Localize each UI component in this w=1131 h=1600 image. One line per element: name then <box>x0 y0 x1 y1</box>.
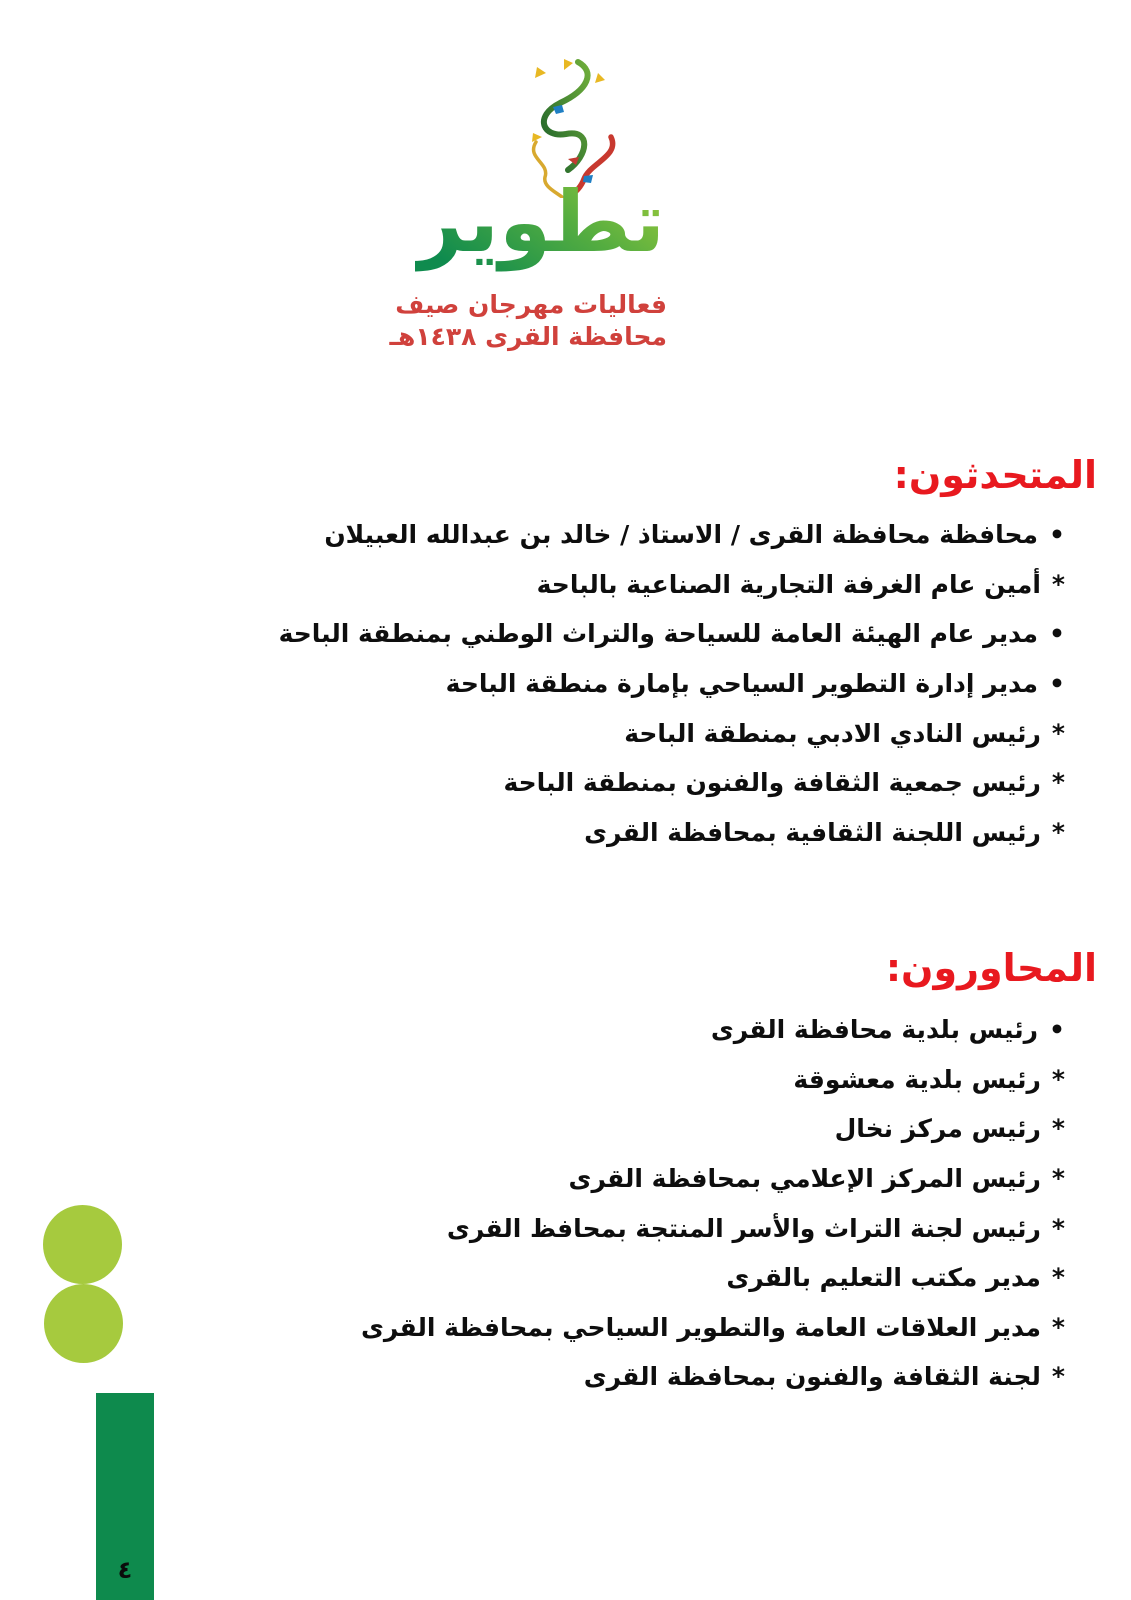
list-item-text: رئيس بلدية محافظة القرى <box>710 1015 1039 1045</box>
logo-subtitle-line2: محافظة القرى ١٤٣٨هـ <box>389 322 667 351</box>
list-item-text: لجنة الثقافة والفنون بمحافظة القرى <box>583 1362 1041 1392</box>
list-item <box>65 1352 1065 1402</box>
list-item-text: رئيس لجنة التراث والأسر المنتجة بمحافظ القرى <box>446 1213 1041 1243</box>
list-item <box>65 510 1065 560</box>
speakers-heading: المتحدثون: <box>893 453 1097 497</box>
page-number: ٤ <box>117 1556 133 1584</box>
bullet-icon: * <box>1051 1114 1065 1144</box>
bullet-icon: * <box>1051 1362 1065 1392</box>
list-item-text: رئيس بلدية معشوقة <box>793 1064 1041 1094</box>
list-item-text: مدير العلاقات العامة والتطوير السياحي بمحافظة القرى <box>361 1312 1041 1342</box>
list-item-text: محافظة محافظة القرى / الاستاذ / خالد بن عبدالله العبيلان <box>324 520 1039 550</box>
list-item <box>65 1203 1065 1253</box>
list-item <box>65 609 1065 659</box>
list-item-text: أمين عام الغرفة التجارية الصناعية بالباحة <box>536 569 1041 599</box>
list-item <box>65 1154 1065 1204</box>
bullet-icon: • <box>1049 619 1065 649</box>
logo-subtitle <box>389 289 667 353</box>
decorative-circle <box>44 1284 123 1363</box>
list-item <box>65 659 1065 709</box>
bullet-icon: * <box>1051 817 1065 847</box>
bullet-icon: * <box>1051 1164 1065 1194</box>
list-item-text: رئيس مركز نخال <box>834 1114 1041 1144</box>
list-item <box>65 758 1065 808</box>
list-item <box>65 1104 1065 1154</box>
list-item-text: مدير عام الهيئة العامة للسياحة والتراث الوطني بمنطقة الباحة <box>278 619 1039 649</box>
bullet-icon: • <box>1049 669 1065 699</box>
bullet-icon: • <box>1049 1015 1065 1045</box>
list-item-text: رئيس جمعية الثقافة والفنون بمنطقة الباحة <box>503 768 1041 798</box>
list-item <box>65 1303 1065 1353</box>
bullet-icon: * <box>1051 1263 1065 1293</box>
list-item-text: رئيس المركز الإعلامي بمحافظة القرى <box>568 1164 1041 1194</box>
panelists-heading: المحاورون: <box>885 946 1097 990</box>
list-item-text: مدير مكتب التعليم بالقرى <box>726 1263 1041 1293</box>
bullet-icon: * <box>1051 1213 1065 1243</box>
bullet-icon: • <box>1049 520 1065 550</box>
logo-subtitle-line1: فعاليات مهرجان صيف <box>395 290 667 319</box>
bullet-icon: * <box>1051 1064 1065 1094</box>
list-item-text: مدير إدارة التطوير السياحي بإمارة منطقة الباحة <box>445 669 1039 699</box>
bullet-icon: * <box>1051 1312 1065 1342</box>
list-item <box>65 708 1065 758</box>
bullet-icon: * <box>1051 718 1065 748</box>
speakers-list <box>65 510 1065 857</box>
list-item-text: رئيس النادي الادبي بمنطقة الباحة <box>624 718 1041 748</box>
decorative-circle <box>43 1205 122 1284</box>
logo-wordmark: تطوير <box>415 173 665 271</box>
list-item <box>65 560 1065 610</box>
list-item <box>65 1253 1065 1303</box>
list-item <box>65 1055 1065 1105</box>
bullet-icon: * <box>1051 768 1065 798</box>
panelists-list <box>65 1005 1065 1402</box>
list-item <box>65 1005 1065 1055</box>
bullet-icon: * <box>1051 569 1065 599</box>
list-item-text: رئيس اللجنة الثقافية بمحافظة القرى <box>584 817 1041 847</box>
page-number-bar <box>96 1393 154 1600</box>
list-item <box>65 808 1065 858</box>
